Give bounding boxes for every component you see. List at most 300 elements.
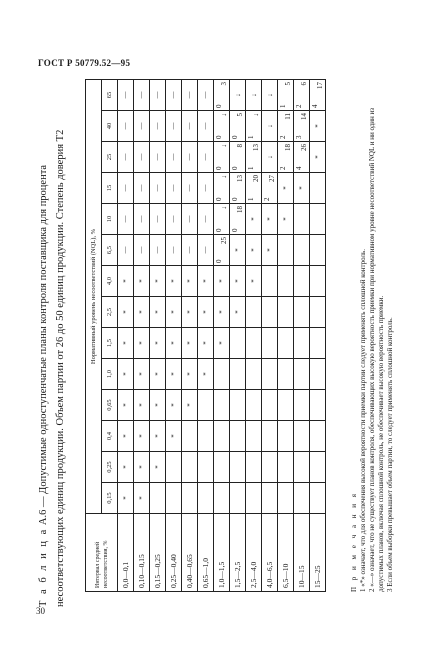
nql-column-header: 1,0 [102,359,118,390]
full-inspection-mark: * [121,341,130,345]
plan-cell [134,390,150,421]
no-plan-mark: — [136,91,145,99]
plan-cell [214,142,230,173]
plan-cell [310,297,326,328]
row-interval-label: 0,40—0,65 [182,514,198,592]
plan-cell [262,452,278,483]
table-row [182,80,198,592]
table-row [246,80,262,592]
full-inspection-mark: * [169,434,178,438]
no-plan-mark: — [152,153,161,161]
full-inspection-mark: * [153,434,162,438]
plan-cell [246,483,262,514]
table-row [310,80,326,592]
full-inspection-mark: * [185,372,194,376]
full-inspection-mark: * [185,341,194,345]
plan-cell [166,235,182,266]
plan-cell [150,421,166,452]
plan-cell [182,421,198,452]
full-inspection-mark: * [153,310,162,314]
full-inspection-mark: * [313,155,322,159]
full-inspection-mark: * [185,279,194,283]
no-plan-mark: — [184,122,193,130]
plan-cell [246,390,262,421]
plan-cell [166,483,182,514]
table-row [230,80,246,592]
plan-cell [262,142,278,173]
plan-cell [150,452,166,483]
plan-cell [246,80,262,111]
no-plan-mark: — [152,184,161,192]
plan-cell [182,483,198,514]
full-inspection-mark: * [121,372,130,376]
sample-size: 18 [236,206,244,213]
plan-cell [262,80,278,111]
plan-cell [134,328,150,359]
full-inspection-mark: * [153,465,162,469]
plan-cell [214,204,230,235]
plan-cell [294,421,310,452]
full-inspection-mark: * [121,279,130,283]
plan-cell [278,390,294,421]
plan-cell [198,483,214,514]
no-plan-mark: — [152,91,161,99]
plan-cell [246,297,262,328]
no-plan-mark: — [168,91,177,99]
plan-cell [118,359,134,390]
plan-cell [198,204,214,235]
plan-cell [198,328,214,359]
plan-cell [182,142,198,173]
sampling-plans-table [85,79,326,592]
no-plan-mark: — [184,153,193,161]
plan-cell [246,173,262,204]
plan-cell [150,297,166,328]
plan-cell [310,359,326,390]
plan-cell [134,142,150,173]
plan-cell [134,80,150,111]
plan-cell [294,235,310,266]
plan-cell [182,204,198,235]
sample-size: 25 [220,237,228,244]
no-plan-mark: — [168,246,177,254]
full-inspection-mark: * [281,186,290,190]
full-inspection-mark: * [249,248,258,252]
sample-size: 26 [300,144,308,151]
table-row [294,80,310,592]
sample-size: ↓ [220,175,228,179]
full-inspection-mark: * [137,372,146,376]
plan-cell [182,173,198,204]
plan-cell [294,142,310,173]
no-plan-mark: — [200,246,209,254]
acceptance-number: 2 [295,104,303,108]
row-interval-label: 0,10—0,15 [134,514,150,592]
nql-column-header: 1,5 [102,328,118,359]
plan-cell [214,173,230,204]
plan-cell [230,173,246,204]
plan-cell [214,483,230,514]
plan-cell [278,359,294,390]
sample-size: 6 [300,82,308,86]
plan-cell [214,80,230,111]
plan-cell [310,173,326,204]
full-inspection-mark: * [281,217,290,221]
plan-cell [230,390,246,421]
corner-header: Интервал средней несоответствия, % [86,514,118,592]
plan-cell [150,142,166,173]
plan-cell [310,452,326,483]
plan-cell [230,111,246,142]
row-interval-label: 0,25—0,40 [166,514,182,592]
plan-cell [262,359,278,390]
table-row [134,80,150,592]
plan-cell [230,204,246,235]
plan-cell [166,297,182,328]
plan-cell [134,204,150,235]
sample-size: 17 [316,82,324,89]
full-inspection-mark: * [313,124,322,128]
no-plan-mark: — [136,184,145,192]
plan-cell [134,452,150,483]
note-item: 2 «—» означает, что не существует планов контроля, обеспечивающих высокую вероятность приемки при нормативном уровне несоответствий NQL и ни один из допустимых планов, включая сплошной контроль, не обеспечивает высокую вероятность приемки. [368,107,385,592]
plan-cell [294,452,310,483]
plan-cell [198,297,214,328]
plan-cell [198,359,214,390]
plan-cell [246,235,262,266]
sample-size: 5 [284,82,292,86]
row-interval-label: 1,5—2,5 [230,514,246,592]
acceptance-number: 0 [215,104,223,108]
no-plan-mark: — [120,91,129,99]
plan-cell [166,390,182,421]
plan-cell [262,297,278,328]
plan-cell [118,483,134,514]
plan-cell [150,80,166,111]
plan-cell [198,452,214,483]
full-inspection-mark: * [217,279,226,283]
nql-column-header: 65 [102,80,118,111]
plan-cell [278,111,294,142]
full-inspection-mark: * [297,186,306,190]
plan-cell [134,235,150,266]
acceptance-number: 0 [215,166,223,170]
plan-cell [166,421,182,452]
plan-cell [294,111,310,142]
plan-cell [262,235,278,266]
plan-cell [262,173,278,204]
acceptance-number: 0 [231,135,239,139]
table-row [278,80,294,592]
acceptance-number: 3 [295,135,303,139]
full-inspection-mark: * [137,434,146,438]
table-title [35,77,69,607]
plan-cell [134,266,150,297]
plan-cell [134,483,150,514]
plan-cell [118,421,134,452]
full-inspection-mark: * [201,310,210,314]
plan-cell [150,266,166,297]
plan-cell [310,235,326,266]
plan-cell [166,359,182,390]
row-interval-label: 0,15—0,25 [150,514,166,592]
plan-cell [230,142,246,173]
nql-column-header: 6,5 [102,235,118,266]
plan-cell [198,142,214,173]
plan-cell [310,328,326,359]
no-plan-mark: — [120,246,129,254]
no-plan-mark: — [200,184,209,192]
plan-cell [134,359,150,390]
plan-cell [118,111,134,142]
sample-size: 5 [236,113,244,117]
plan-cell [182,359,198,390]
plan-cell [150,328,166,359]
acceptance-number: 2 [279,135,287,139]
plan-cell [310,390,326,421]
sample-size: 13 [252,144,260,151]
nql-column-header: 25 [102,142,118,173]
plan-cell [150,204,166,235]
acceptance-number: 4 [295,166,303,170]
plan-cell [150,483,166,514]
sample-size: 14 [300,113,308,120]
plan-cell [118,328,134,359]
full-inspection-mark: * [137,279,146,283]
rotated-table-block [30,67,425,617]
acceptance-number: 2 [263,197,271,201]
plan-cell [262,204,278,235]
plan-cell [262,266,278,297]
acceptance-number: 0 [231,166,239,170]
no-plan-mark: — [184,184,193,192]
nql-column-header: 0,4 [102,421,118,452]
plan-cell [166,266,182,297]
arrow-down-icon: ↓ [249,93,258,97]
plan-cell [278,421,294,452]
no-plan-mark: — [168,122,177,130]
no-plan-mark: — [152,122,161,130]
plan-cell [214,359,230,390]
no-plan-mark: — [152,246,161,254]
plan-cell [230,266,246,297]
plan-cell [262,390,278,421]
plan-cell [150,359,166,390]
plan-cell [214,111,230,142]
sample-size: 3 [220,82,228,86]
sample-size: 20 [252,175,260,182]
plan-cell [182,235,198,266]
table-row [214,80,230,592]
plan-cell [150,390,166,421]
plan-cell [118,142,134,173]
plan-cell [278,80,294,111]
table-caption: — Допустимые одноступенчатые планы контроля поставщика для процента несоответствующих единиц продукции. Объем партии от 26 до 50 единиц продукции. Степень доверия Т2 [38,129,66,607]
plan-cell [262,328,278,359]
table-row [198,80,214,592]
plan-cell [310,142,326,173]
table-label: Т а б л и ц а [38,527,49,607]
plan-cell [214,328,230,359]
plan-cell [214,297,230,328]
plan-cell [246,452,262,483]
no-plan-mark: — [168,153,177,161]
acceptance-number: 2 [279,166,287,170]
full-inspection-mark: * [265,217,274,221]
table-row [150,80,166,592]
full-inspection-mark: * [137,496,146,500]
plan-cell [262,111,278,142]
arrow-down-icon: ↓ [233,93,242,97]
sample-size: 11 [284,113,292,120]
plan-cell [134,421,150,452]
plan-cell [198,235,214,266]
nql-column-header: 10 [102,204,118,235]
full-inspection-mark: * [121,310,130,314]
plan-cell [246,421,262,452]
plan-cell [118,390,134,421]
nql-column-header: 15 [102,173,118,204]
no-plan-mark: — [200,122,209,130]
plan-cell [262,483,278,514]
plan-cell [294,297,310,328]
nql-column-header: 0,65 [102,390,118,421]
sample-size: ↓ [220,144,228,148]
plan-cell [182,452,198,483]
nql-column-header: 0,15 [102,483,118,514]
plan-cell [310,204,326,235]
full-inspection-mark: * [153,279,162,283]
full-inspection-mark: * [185,310,194,314]
plan-cell [118,235,134,266]
no-plan-mark: — [200,91,209,99]
sample-size: ↓ [220,206,228,210]
plan-cell [278,483,294,514]
full-inspection-mark: * [153,372,162,376]
no-plan-mark: — [136,153,145,161]
plan-cell [278,204,294,235]
acceptance-number: 0 [231,197,239,201]
acceptance-number: 1 [279,104,287,108]
plan-cell [134,111,150,142]
plan-cell [294,390,310,421]
acceptance-number: 1 [247,135,255,139]
plan-cell [262,421,278,452]
plan-cell [198,390,214,421]
plan-cell [118,173,134,204]
plan-cell [118,297,134,328]
plan-cell [230,452,246,483]
no-plan-mark: — [152,215,161,223]
plan-cell [230,421,246,452]
no-plan-mark: — [184,215,193,223]
plan-cell [166,328,182,359]
plan-cell [294,359,310,390]
full-inspection-mark: * [169,403,178,407]
plan-cell [310,80,326,111]
sample-size: 13 [236,175,244,182]
plan-cell [166,452,182,483]
row-interval-label: 2,5—4,0 [246,514,262,592]
no-plan-mark: — [200,153,209,161]
no-plan-mark: — [184,246,193,254]
plan-cell [166,173,182,204]
plan-cell [246,359,262,390]
plan-cell [278,173,294,204]
sample-size: ↓ [252,113,260,117]
plan-cell [230,235,246,266]
table-row [118,80,134,592]
page-number: 30 [36,606,45,616]
table-row [166,80,182,592]
plan-cell [278,266,294,297]
full-inspection-mark: * [121,434,130,438]
plan-cell [182,297,198,328]
plan-cell [310,111,326,142]
row-interval-label: 1,0—1,5 [214,514,230,592]
no-plan-mark: — [136,122,145,130]
row-interval-label: 6,5—10 [278,514,294,592]
plan-cell [246,204,262,235]
plan-cell [246,328,262,359]
plan-cell [214,235,230,266]
plan-cell [246,266,262,297]
full-inspection-mark: * [217,310,226,314]
acceptance-number: 0 [231,228,239,232]
note-item: 3 Если объем выборки превышает объем партии, то следует применять сплошной контроль. [386,317,394,592]
no-plan-mark: — [136,215,145,223]
full-inspection-mark: * [169,341,178,345]
full-inspection-mark: * [185,403,194,407]
row-interval-label: 10—15 [294,514,310,592]
no-plan-mark: — [120,122,129,130]
full-inspection-mark: * [121,465,130,469]
nql-group-header: Нормативный уровень несоответствий (NQL), % [86,80,102,514]
plan-cell [118,204,134,235]
plan-cell [118,452,134,483]
plan-cell [294,80,310,111]
plan-cell [150,173,166,204]
sample-size: 18 [284,144,292,151]
plan-cell [198,80,214,111]
full-inspection-mark: * [201,279,210,283]
acceptance-number: 0 [215,259,223,263]
plan-cell [310,421,326,452]
arrow-down-icon: ↓ [265,124,274,128]
table-number: А.6 [38,509,49,526]
no-plan-mark: — [120,153,129,161]
plan-cell [182,80,198,111]
plan-cell [294,328,310,359]
plan-cell [166,80,182,111]
plan-cell [310,483,326,514]
full-inspection-mark: * [217,341,226,345]
plan-cell [214,390,230,421]
plan-cell [118,266,134,297]
plan-cell [134,173,150,204]
plan-cell [134,297,150,328]
acceptance-number: 1 [247,197,255,201]
acceptance-number: 0 [215,197,223,201]
row-interval-label: 4,0—6,5 [262,514,278,592]
plan-cell [182,328,198,359]
full-inspection-mark: * [233,279,242,283]
plan-cell [150,235,166,266]
plan-cell [166,111,182,142]
no-plan-mark: — [120,184,129,192]
plan-cell [294,266,310,297]
full-inspection-mark: * [201,341,210,345]
